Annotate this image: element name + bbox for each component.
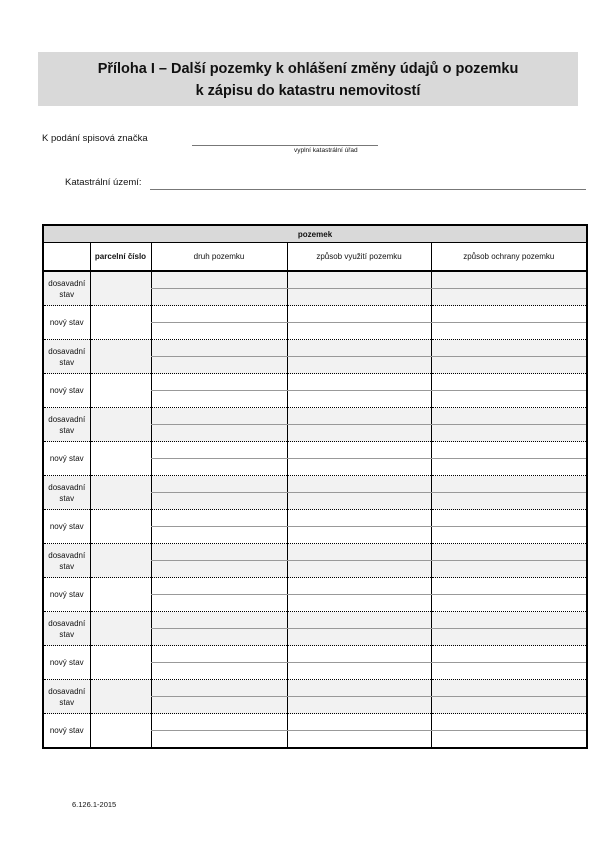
land-type-cell[interactable] (151, 408, 287, 425)
land-type-cell[interactable] (151, 340, 287, 357)
land-use-cell[interactable] (287, 663, 431, 680)
land-use-cell[interactable] (287, 680, 431, 697)
cadastral-area-label: Katastrální území: (65, 177, 142, 188)
parcel-number-cell[interactable] (90, 442, 151, 476)
protection-cell[interactable] (431, 510, 587, 527)
land-use-cell[interactable] (287, 340, 431, 357)
land-type-cell[interactable] (151, 425, 287, 442)
protection-cell[interactable] (431, 544, 587, 561)
land-use-cell[interactable] (287, 544, 431, 561)
land-use-cell[interactable] (287, 697, 431, 714)
ref-number-label: K podání spisová značka (42, 133, 148, 144)
protection-cell[interactable] (431, 340, 587, 357)
parcel-number-cell[interactable] (90, 408, 151, 442)
land-type-cell[interactable] (151, 561, 287, 578)
land-use-cell[interactable] (287, 357, 431, 374)
land-use-cell[interactable] (287, 493, 431, 510)
parcel-number-cell[interactable] (90, 714, 151, 749)
land-type-cell[interactable] (151, 442, 287, 459)
column-header-parcel-number: parcelní číslo (90, 243, 151, 272)
table-row (43, 578, 587, 595)
land-use-cell[interactable] (287, 425, 431, 442)
protection-cell[interactable] (431, 646, 587, 663)
protection-cell[interactable] (431, 459, 587, 476)
row-stav-label: dosavadní stav (43, 612, 90, 646)
ref-number-hint: vyplní katastrální úřad (294, 147, 358, 154)
row-stav-label: nový stav (43, 578, 90, 612)
table-group-header: pozemek (43, 225, 587, 243)
land-use-cell[interactable] (287, 527, 431, 544)
land-use-cell[interactable] (287, 271, 431, 289)
protection-cell[interactable] (431, 289, 587, 306)
parcel-number-cell[interactable] (90, 646, 151, 680)
row-stav-label: nový stav (43, 306, 90, 340)
table-row (43, 544, 587, 561)
table-row (43, 408, 587, 425)
table-row (43, 442, 587, 459)
row-stav-label: dosavadní stav (43, 271, 90, 306)
land-type-cell[interactable] (151, 306, 287, 323)
row-stav-label: dosavadní stav (43, 544, 90, 578)
protection-cell[interactable] (431, 425, 587, 442)
table-row (43, 646, 587, 663)
land-type-cell[interactable] (151, 544, 287, 561)
land-type-cell[interactable] (151, 527, 287, 544)
parcel-number-cell[interactable] (90, 612, 151, 646)
row-stav-label: nový stav (43, 714, 90, 749)
table-row (43, 306, 587, 323)
parcel-number-cell[interactable] (90, 340, 151, 374)
protection-cell[interactable] (431, 663, 587, 680)
table-row (43, 680, 587, 697)
land-type-cell[interactable] (151, 357, 287, 374)
land-use-cell[interactable] (287, 476, 431, 493)
land-type-cell[interactable] (151, 714, 287, 731)
land-use-cell[interactable] (287, 374, 431, 391)
column-header-protection: způsob ochrany pozemku (431, 243, 587, 272)
row-stav-label: nový stav (43, 510, 90, 544)
protection-cell[interactable] (431, 714, 587, 731)
parcel-number-cell[interactable] (90, 510, 151, 544)
row-stav-label: dosavadní stav (43, 680, 90, 714)
land-use-cell[interactable] (287, 595, 431, 612)
column-header-land-use: způsob využití pozemku (287, 243, 431, 272)
land-type-cell[interactable] (151, 663, 287, 680)
table-row (43, 476, 587, 493)
row-stav-label: nový stav (43, 374, 90, 408)
table-row (43, 714, 587, 731)
land-type-cell[interactable] (151, 646, 287, 663)
land-type-cell[interactable] (151, 595, 287, 612)
protection-cell[interactable] (431, 578, 587, 595)
form-title-line-1: Příloha I – Další pozemky k ohlášení změny údajů o pozemku (97, 61, 519, 77)
land-use-cell[interactable] (287, 612, 431, 629)
cadastral-area-field[interactable] (150, 189, 586, 190)
form-code: 6.126.1-2015 (72, 800, 117, 809)
protection-cell[interactable] (431, 629, 587, 646)
protection-cell[interactable] (431, 323, 587, 340)
land-type-cell[interactable] (151, 629, 287, 646)
land-type-cell[interactable] (151, 391, 287, 408)
land-use-cell[interactable] (287, 391, 431, 408)
row-stav-label: nový stav (43, 646, 90, 680)
land-type-cell[interactable] (151, 578, 287, 595)
land-use-cell[interactable] (287, 289, 431, 306)
land-parcels-table (42, 224, 588, 749)
land-type-cell[interactable] (151, 289, 287, 306)
parcel-number-cell[interactable] (90, 544, 151, 578)
table-row (43, 271, 587, 289)
land-use-cell[interactable] (287, 714, 431, 731)
row-stav-label: nový stav (43, 442, 90, 476)
protection-cell[interactable] (431, 680, 587, 697)
land-type-cell[interactable] (151, 493, 287, 510)
protection-cell[interactable] (431, 493, 587, 510)
protection-cell[interactable] (431, 731, 587, 749)
land-type-cell[interactable] (151, 680, 287, 697)
form-title-line-2: k zápisu do katastru nemovitostí (195, 83, 421, 99)
land-use-cell[interactable] (287, 561, 431, 578)
protection-cell[interactable] (431, 442, 587, 459)
protection-cell[interactable] (431, 595, 587, 612)
column-header-land-type: druh pozemku (151, 243, 287, 272)
protection-cell[interactable] (431, 612, 587, 629)
parcel-number-cell[interactable] (90, 271, 151, 306)
land-use-cell[interactable] (287, 578, 431, 595)
protection-cell[interactable] (431, 408, 587, 425)
parcel-number-cell[interactable] (90, 680, 151, 714)
column-header-stav (43, 243, 90, 272)
land-use-cell[interactable] (287, 731, 431, 749)
land-use-cell[interactable] (287, 629, 431, 646)
protection-cell[interactable] (431, 391, 587, 408)
table-row (43, 612, 587, 629)
land-use-cell[interactable] (287, 459, 431, 476)
protection-cell[interactable] (431, 306, 587, 323)
form-title-box (38, 52, 578, 106)
parcel-number-cell[interactable] (90, 306, 151, 340)
table-row (43, 374, 587, 391)
protection-cell[interactable] (431, 271, 587, 289)
land-use-cell[interactable] (287, 510, 431, 527)
table-header-row (43, 243, 587, 272)
protection-cell[interactable] (431, 357, 587, 374)
land-use-cell[interactable] (287, 306, 431, 323)
land-type-cell[interactable] (151, 510, 287, 527)
row-stav-label: dosavadní stav (43, 408, 90, 442)
table-row (43, 340, 587, 357)
parcel-number-cell[interactable] (90, 476, 151, 510)
land-type-cell[interactable] (151, 374, 287, 391)
table-row (43, 510, 587, 527)
land-type-cell[interactable] (151, 271, 287, 289)
protection-cell[interactable] (431, 561, 587, 578)
land-use-cell[interactable] (287, 646, 431, 663)
row-stav-label: dosavadní stav (43, 340, 90, 374)
land-type-cell[interactable] (151, 323, 287, 340)
protection-cell[interactable] (431, 476, 587, 493)
land-type-cell[interactable] (151, 731, 287, 749)
land-use-cell[interactable] (287, 442, 431, 459)
protection-cell[interactable] (431, 697, 587, 714)
land-type-cell[interactable] (151, 612, 287, 629)
parcel-number-cell[interactable] (90, 578, 151, 612)
row-stav-label: dosavadní stav (43, 476, 90, 510)
parcel-number-cell[interactable] (90, 374, 151, 408)
ref-number-field[interactable] (192, 145, 378, 146)
land-use-cell[interactable] (287, 323, 431, 340)
land-type-cell[interactable] (151, 476, 287, 493)
land-use-cell[interactable] (287, 408, 431, 425)
land-type-cell[interactable] (151, 459, 287, 476)
protection-cell[interactable] (431, 527, 587, 544)
land-type-cell[interactable] (151, 697, 287, 714)
protection-cell[interactable] (431, 374, 587, 391)
